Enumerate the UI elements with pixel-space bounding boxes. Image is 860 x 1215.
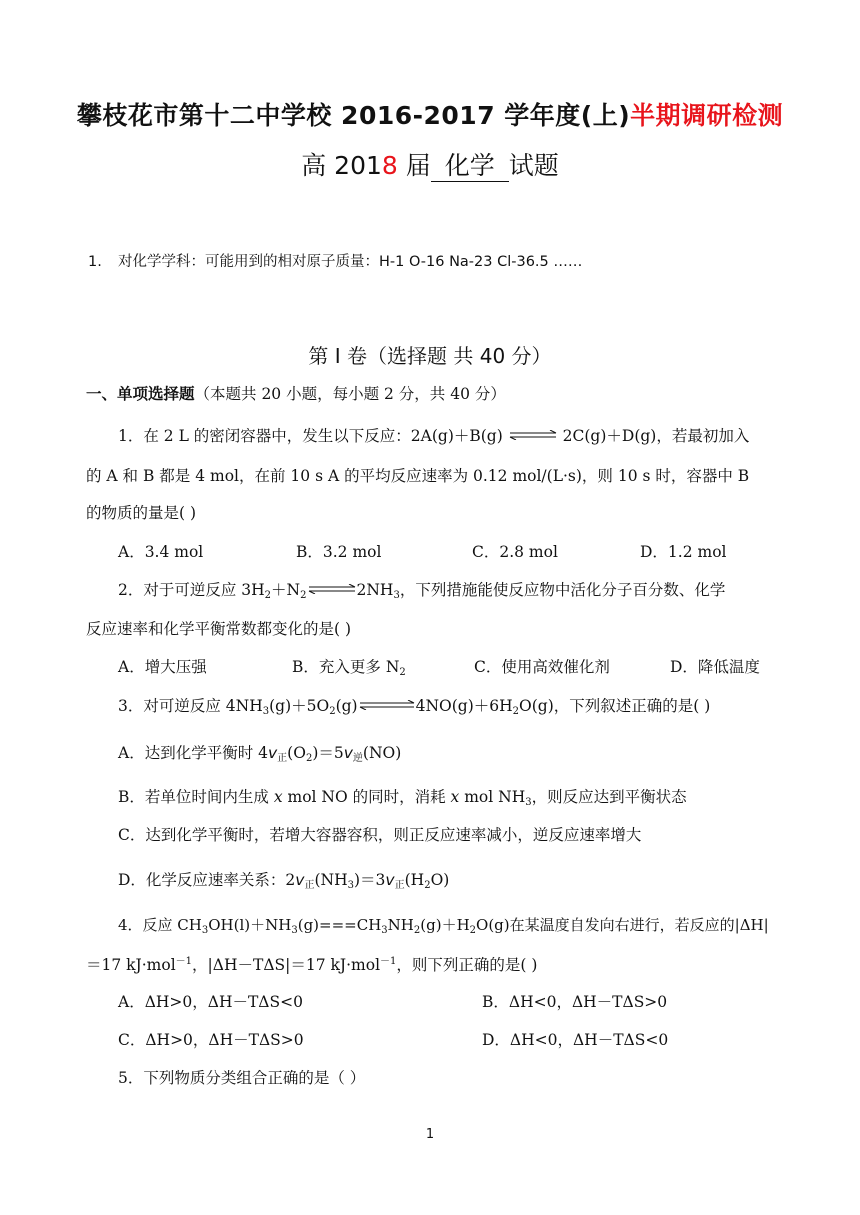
q3-text-a: 3．对可逆反应 4NH xyxy=(118,697,263,715)
q2-line-1 xyxy=(118,578,725,601)
q1-line-3: 的物质的量是( ) xyxy=(86,504,197,522)
atomic-mass-note xyxy=(88,250,582,271)
variable-x: x xyxy=(273,788,283,806)
subscript: 2 xyxy=(305,753,313,764)
q4-option-c: C．ΔH>0，ΔH－TΔS>0 xyxy=(118,1031,304,1049)
subscript: 逆 xyxy=(352,753,363,764)
q4-option-b: B．ΔH<0，ΔH－TΔS>0 xyxy=(482,993,668,1011)
equilibrium-arrow-icon xyxy=(358,700,416,710)
q2-text-c: 2NH xyxy=(356,581,394,599)
q3-line-1 xyxy=(118,694,710,717)
q4-text-f: O(g)在某温度自发向右进行，若反应的|ΔH| xyxy=(476,916,769,934)
q3a-text-a: A．达到化学平衡时 4 xyxy=(118,744,268,762)
q3a-text-d: (NO) xyxy=(362,744,402,762)
q3-option-a xyxy=(118,741,401,764)
subscript: 3 xyxy=(381,925,388,936)
subject-underlined: 化学 xyxy=(431,151,509,182)
subscript: 3 xyxy=(201,925,209,936)
equilibrium-arrow-icon xyxy=(307,584,357,594)
equilibrium-arrow-icon xyxy=(508,430,558,440)
q2-line-2: 反应速率和化学平衡常数都变化的是( ) xyxy=(86,620,352,638)
subscript: 3 xyxy=(291,925,298,936)
subscript: 2 xyxy=(424,880,431,891)
subscript: 正 xyxy=(277,753,288,764)
velocity-symbol: v xyxy=(267,744,278,762)
subscript: 3 xyxy=(393,590,400,601)
q3b-text-a: B．若单位时间内生成 xyxy=(118,788,274,806)
velocity-symbol: v xyxy=(343,744,353,762)
q3d-text-c: )＝3 xyxy=(354,871,386,889)
part-heading xyxy=(86,382,506,404)
q5-line-1: 5．下列物质分类组合正确的是（ ） xyxy=(118,1069,366,1087)
q3a-text-b: (O xyxy=(287,744,306,762)
q4-text-b: OH(l)＋NH xyxy=(208,916,292,934)
q1-text-a: 1．在 2 L 的密闭容器中，发生以下反应：2A(g)＋B(g) xyxy=(118,427,503,445)
q4-option-d: D．ΔH<0，ΔH－TΔS<0 xyxy=(482,1031,669,1049)
q4-text-h: ，|ΔH－TΔS|＝17 kJ·mol xyxy=(192,956,381,974)
subtitle-post: 试题 xyxy=(508,151,559,180)
subscript: 3 xyxy=(347,880,354,891)
subscript: 正 xyxy=(304,880,315,891)
q3-option-b xyxy=(118,785,687,808)
note-number: 1. xyxy=(88,254,102,270)
q2-text-d: ，下列措施能使反应物中活化分子百分数、化学 xyxy=(399,581,726,599)
superscript: －1 xyxy=(175,956,193,967)
q3b-text-b: mol NO 的同时，消耗 xyxy=(282,788,451,806)
section-title: 第 I 卷（选择题 共 40 分） xyxy=(308,344,552,368)
title-main: 攀枝花市第十二中学校 2016-2017 学年度(上) xyxy=(76,101,631,130)
part-description: （本题共 20 小题，每小题 2 分，共 40 分） xyxy=(194,385,506,403)
q3d-text-d: (H xyxy=(404,871,425,889)
variable-x: x xyxy=(450,788,460,806)
q2-option-c: C．使用高效催化剂 xyxy=(474,658,610,676)
q2-text-a: 2．对于可逆反应 3H xyxy=(118,581,265,599)
q3-text-c: (g) xyxy=(335,697,358,715)
subscript: 2 xyxy=(413,925,421,936)
subscript: 正 xyxy=(394,880,405,891)
q2-option-d: D．降低温度 xyxy=(670,658,760,676)
document-title xyxy=(0,96,860,132)
q2-option-b xyxy=(292,655,406,678)
q3-text-d: 4NO(g)＋6H xyxy=(415,697,513,715)
q3-option-d xyxy=(118,868,449,891)
q3a-text-c: )＝5 xyxy=(312,744,344,762)
q3b-text-c: mol NH xyxy=(459,788,526,806)
q4-text-g: ＝17 kJ·mol xyxy=(86,956,176,974)
note-text: 对化学学科：可能用到的相对原子质量：H-1 O-16 Na-23 Cl-36.5 …… xyxy=(118,254,583,270)
part-heading-bold: 一、单项选择题 xyxy=(86,385,195,403)
q4-line-2 xyxy=(86,952,537,975)
q3-text-b: (g)＋5O xyxy=(269,697,330,715)
q4-text-i: ，则下列正确的是( ) xyxy=(396,956,538,974)
q2-text-b: ＋N xyxy=(271,581,301,599)
subscript: 3 xyxy=(525,797,532,808)
q4-text-c: (g)===CH xyxy=(297,916,382,934)
subscript: 2 xyxy=(469,925,477,936)
q4-text-e: (g)＋H xyxy=(420,916,470,934)
superscript: －1 xyxy=(380,956,397,967)
subscript: 3 xyxy=(262,706,270,717)
q1-line-2: 的 A 和 B 都是 4 mol，在前 10 s A 的平均反应速率为 0.12 mol/(L·s)，则 10 s 时，容器中 B xyxy=(86,467,750,485)
q3d-text-a: D．化学反应速率关系：2 xyxy=(118,871,296,889)
q4-text-a: 4．反应 CH xyxy=(118,916,202,934)
velocity-symbol: v xyxy=(295,871,305,889)
subscript: 2 xyxy=(399,667,406,678)
q3-text-e: O(g)，下列叙述正确的是( ) xyxy=(519,697,711,715)
q1-option-a: A．3.4 mol xyxy=(118,543,204,561)
q2-option-b-text: B．充入更多 N xyxy=(292,658,400,676)
q1-option-c: C．2.8 mol xyxy=(472,543,558,561)
q4-text-d: NH xyxy=(387,916,414,934)
subtitle-pre: 高 201 xyxy=(301,151,382,180)
q3d-text-b: (NH xyxy=(314,871,348,889)
subscript: 2 xyxy=(300,590,307,601)
subtitle-mid: 届 xyxy=(397,151,431,180)
q3b-text-d: ，则反应达到平衡状态 xyxy=(531,788,687,806)
velocity-symbol: v xyxy=(385,871,395,889)
q2-option-a: A．增大压强 xyxy=(118,658,207,676)
q1-line-1 xyxy=(118,424,749,446)
q3-option-c: C．达到化学平衡时，若增大容器容积，则正反应速率减小，逆反应速率增大 xyxy=(118,826,642,844)
document-subtitle xyxy=(0,146,860,182)
page-number: 1 xyxy=(425,1127,435,1142)
q4-option-a: A．ΔH>0，ΔH－TΔS<0 xyxy=(118,993,303,1011)
subtitle-red: 8 xyxy=(381,151,398,180)
q1-text-b: 2C(g)＋D(g)，若最初加入 xyxy=(562,427,750,445)
title-red: 半期调研检测 xyxy=(630,101,784,130)
subscript: 2 xyxy=(264,590,272,601)
q1-option-d: D．1.2 mol xyxy=(640,543,727,561)
subscript: 2 xyxy=(329,706,336,717)
q4-line-1 xyxy=(118,914,769,936)
subscript: 2 xyxy=(512,706,520,717)
q1-option-b: B．3.2 mol xyxy=(296,543,382,561)
q3d-text-e: O) xyxy=(430,871,450,889)
